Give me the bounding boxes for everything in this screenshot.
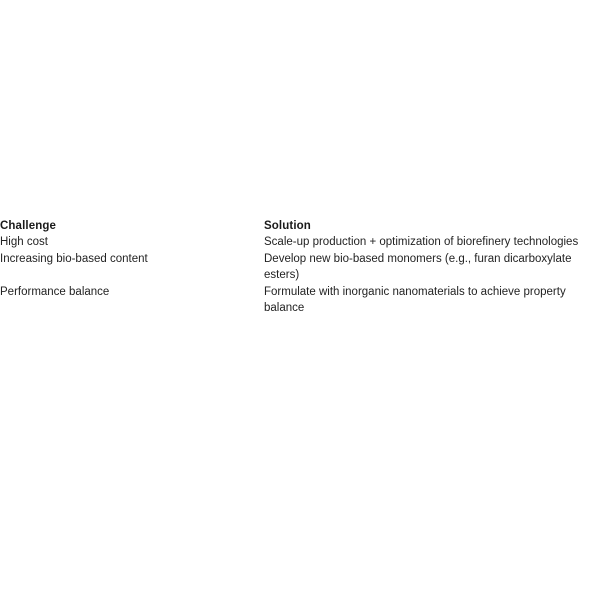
cell-solution	[264, 251, 597, 284]
column-header-challenge-label: Challenge	[0, 220, 56, 232]
column-header-solution-label: Solution	[264, 220, 311, 232]
table-row	[0, 234, 597, 251]
cell-challenge	[0, 251, 264, 284]
cell-solution-text: Scale-up production + optimization of biorefinery technologies	[264, 236, 579, 248]
cell-challenge-text: Increasing bio-based content	[0, 252, 148, 265]
table-header-row	[0, 219, 597, 234]
challenge-solution-table	[0, 219, 597, 317]
cell-challenge	[0, 284, 264, 317]
cell-challenge-text: Performance balance	[0, 285, 110, 298]
table-row	[0, 284, 597, 317]
cell-solution-text: Formulate with inorganic nanomaterials to achieve property balance	[264, 285, 566, 314]
table-row	[0, 251, 597, 284]
cell-solution	[264, 234, 597, 251]
cell-challenge	[0, 234, 264, 251]
cell-challenge-text: High cost	[0, 236, 48, 248]
table-header	[0, 219, 597, 234]
cell-solution-text: Develop new bio-based monomers (e.g., furan dicarboxylate esters)	[264, 252, 572, 281]
column-header-challenge	[0, 219, 264, 234]
column-header-solution	[264, 219, 597, 234]
table-body	[0, 234, 597, 317]
cell-solution	[264, 284, 597, 317]
